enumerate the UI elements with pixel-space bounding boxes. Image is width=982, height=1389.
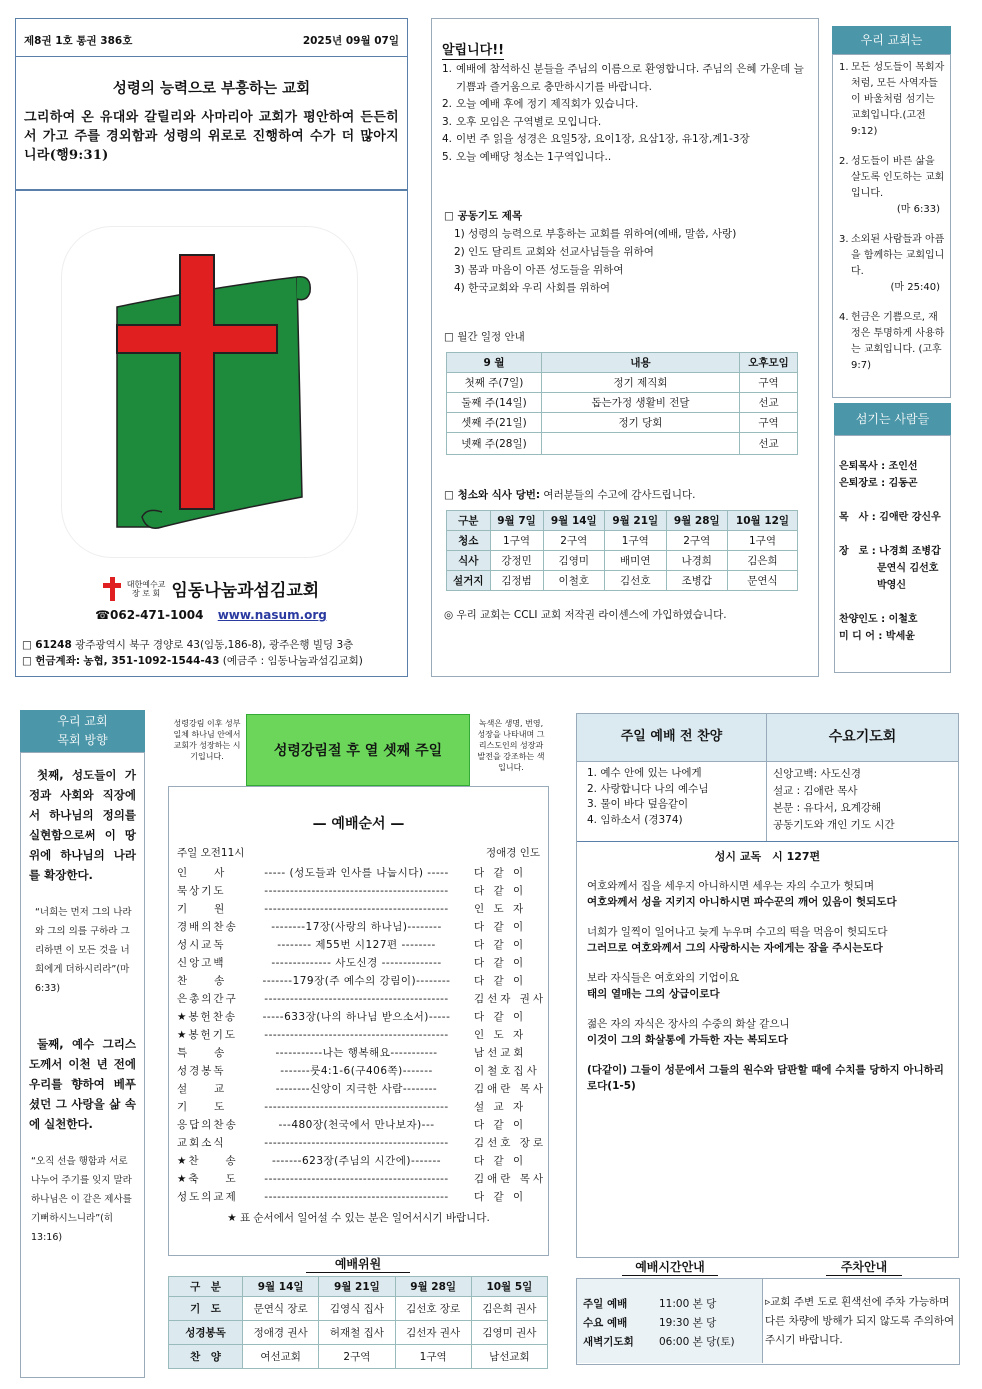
our-church-item: 성도들이 바른 삶을 살도록 인도하는 교회입니다. xyxy=(851,156,945,199)
psalm-title: 성시 교독 시 127편 xyxy=(714,850,821,863)
church-address: □ 61248 광주광역시 북구 경양로 43(임동,186-8), 광주은행 빌딩 3층 xyxy=(22,639,354,651)
issue-number: 제8권 1호 통권 386호 xyxy=(24,35,133,47)
parking-text: ▹교회 주변 도로 흰색선에 주차 가능하며 다른 차량에 방해가 되지 않도록 주의하여 주시기 바랍니다. xyxy=(765,1296,955,1346)
psalm-line: 태의 열매는 그의 상급이로다 xyxy=(587,988,720,1000)
hymns-title: 주일 예배 전 찬양 xyxy=(577,714,767,761)
order-row: 인 사 ----- (성도들과 인사를 나눕시다) ----- 다 같 이 xyxy=(177,867,527,879)
order-row: ★찬 송 -------623장(주님의 시간에)------- 다 같 이 xyxy=(177,1155,527,1167)
theme-title: 성령의 능력으로 부흥하는 교회 xyxy=(112,80,311,97)
table-row: 첫째 주(7일) 정기 제직회 구역 xyxy=(447,373,798,393)
order-row: 성경봉독 -------룻4:1-6(구406쪽)------- 이철호집사 xyxy=(177,1065,540,1077)
notice-box xyxy=(431,18,819,677)
wednesday-title: 수요기도회 xyxy=(828,729,897,745)
notice-item: 오후 모임은 구역별로 모입니다. xyxy=(456,115,602,128)
small-cross-icon xyxy=(103,577,121,601)
order-row: 교회소식 ------------------------------------------- 김선호 장로 xyxy=(177,1137,547,1149)
notice-list: 1. 예배에 참석하신 분들을 주님의 이름으로 환영합니다. 주님의 은혜 가운데 늘 기쁨과 즐거움으로 충만하시기를 바랍니다. 2. 오늘 예배 후에 정기 제직회가 있습니다. 3. 오후 모임은 구역별로 모입니다. 4. 이번 주 읽을 성경은 요일5장, 요이1장, 요삼1장, 유1장,계1-3장 5. 오늘 예배당 청소는 1구역입니다.. xyxy=(442,61,814,166)
order-title: — 예배순서 — xyxy=(312,816,405,832)
worship-info-box xyxy=(576,713,959,1258)
psalm-line: 너희가 일찍이 일어나고 늦게 누우며 수고의 떡을 먹음이 헛되도다 xyxy=(587,926,888,938)
psalm-line: 그러므로 여호와께서 그의 사랑하시는 자에게는 잠을 주시는도다 xyxy=(587,942,883,954)
offering-account: □ 헌금계좌: 농협, 351-1092-1544-43 (예금주 : 임동나눔과섬김교회) xyxy=(22,655,363,667)
committee-table: 구 분 9월 14일 9월 21일 9월 28일 10월 5일 기 도 문연식 장로 김영식 집사 김선호 장로 김은희 권사 성경봉독 정애경 권사 허재철 집사 김선자 권사 김영미 권사 찬 양 여선교회 2구역 1구역 남선교회 xyxy=(168,1276,548,1369)
hymns-list: 1. 예수 안에 있는 나에게 2. 사랑합니다 나의 예수님 3. 물이 바다 덮음같이 4. 임하소서 (경374) xyxy=(577,762,767,841)
our-church-box: 1. 모든 성도들이 목회자처럼, 모든 사역자들이 바울처럼 섬기는 교회입니다.(고전 9:12) 2. 성도들이 바른 삶을 살도록 인도하는 교회입니다. (마 6:33) 3. 소외된 사람들과 아픔을 함께하는 교회입니다. (마 25:40) 4. 헌금은 기쁨으로, 재정은 투명하게 사용하는 교회입니다. (고후 9:7) xyxy=(832,54,951,398)
notice-item: 오늘 예배 후에 정기 제직회가 있습니다. xyxy=(456,98,639,110)
order-row: ★봉헌기도 ------------------------------------------- 인 도 자 xyxy=(177,1029,527,1041)
psalm-line: 여호와께서 성을 지키지 아니하시면 파수꾼의 깨어 있음이 헛되도다 xyxy=(587,896,897,908)
prayer-item: 4) 한국교회와 우리 사회를 위하여 xyxy=(454,282,610,294)
prayer-title: □ 공동기도 제목 xyxy=(444,210,523,222)
notice-item: 예배에 참석하신 분들을 주님의 이름으로 환영합니다. 주님의 은혜 가운데 늘 기쁨과 즐거움으로 충만하시기를 바랍니다. xyxy=(456,63,804,93)
order-row: 설 교 --------신앙이 지극한 사람-------- 김애란 목사 xyxy=(177,1083,547,1095)
sunday-title: 성령강림절 후 열 셋째 주일 xyxy=(246,714,470,786)
season-note-left: 성령강림 이후 성부일체 하나님 안에서 교회가 성장하는 시기입니다. xyxy=(173,719,241,761)
psalm-reading xyxy=(577,864,958,1094)
notice-item: 오늘 예배당 청소는 1구역입니다.. xyxy=(456,150,612,163)
order-row: 기 도 ------------------------------------------- 설 교 자 xyxy=(177,1101,527,1113)
order-row: 신앙고백 -------------- 사도신경 -------------- 다 같 이 xyxy=(177,957,527,969)
table-row: 청소 1구역 2구역 1구역 2구역 1구역 xyxy=(447,531,798,551)
prayer-item: 3) 몸과 마음이 아픈 성도들을 위하여 xyxy=(454,264,624,276)
table-row: 넷째 주(28일) 선교 xyxy=(447,433,798,455)
psalm-line: 젊은 자의 자식은 장사의 수중의 화살 같으니 xyxy=(587,1018,790,1030)
season-note-right: 녹색은 생명, 번영, 성장을 나타내며 그리스도인의 성장과 발전을 강조하는 색입니다. xyxy=(477,719,545,772)
table-row: 셋째 주(21일) 정기 당회 구역 xyxy=(447,413,798,433)
prayer-section xyxy=(444,207,736,297)
notice-title: 알립니다!! xyxy=(442,39,504,60)
psalm-line: 여호와께서 집을 세우지 아니하시면 세우는 자의 수고가 헛되며 xyxy=(587,880,875,892)
ministry-point-2: 둘째, 예수 그리스도께서 이천 년 전에 우리를 향하여 베푸셨던 그 사랑을 삶 속에 실천한다. xyxy=(29,1037,136,1131)
parking-title: 주차안내 xyxy=(826,1258,902,1276)
order-row: 은총의간구 ------------------------------------------- 김선자 권사 xyxy=(177,993,547,1005)
ministry-quote-1: “너희는 먼저 그의 나라와 그의 의를 구하라 그리하면 이 모든 것을 너희에게 더하시리라”(마 6:33) xyxy=(35,907,132,994)
order-box xyxy=(168,786,549,1256)
order-row: ★축 도 ------------------------------------------- 김애란 목사 xyxy=(177,1173,547,1185)
servants-box: 은퇴목사 : 조인선 은퇴장로 : 김동곤 목 사 : 김애란 강신우 장 로 : 나경희 조병갑 문연식 김선호 박영신 찬양인도 : 이철호 미 디 어 : 박세윤 xyxy=(834,435,951,673)
our-church-item: 모든 성도들이 목회자처럼, 모든 사역자들이 바울처럼 섬기는 교회입니다.(고전 9:12) xyxy=(851,62,945,137)
our-church-item: 헌금은 기쁨으로, 재정은 투명하게 사용하는 교회입니다. (고후 9:7) xyxy=(851,312,945,371)
order-row: 찬 송 -------179장(주 예수의 강림이)-------- 다 같 이 xyxy=(177,975,527,987)
servants-header: 섬기는 사람들 xyxy=(834,403,951,435)
order-row: 성시교독 -------- 제55번 시127편 -------- 다 같 이 xyxy=(177,939,527,951)
issue-date: 2025년 09월 07일 xyxy=(302,35,399,47)
ministry-quote-2: “오직 선을 행함과 서로 나누어 주기를 잊지 말라 하나님은 이 같은 제사를 기뻐하시느니라”(히 13:16) xyxy=(31,1156,132,1243)
psalm-line: 보라 자식들은 여호와의 기업이요 xyxy=(587,972,740,984)
order-row: 묵상기도 ------------------------------------------- 다 같 이 xyxy=(177,885,527,897)
denomination-top: 대한예수교 xyxy=(126,579,166,589)
notice-item: 이번 주 읽을 성경은 요일5장, 요이1장, 요삼1장, 유1장,계1-3장 xyxy=(456,133,750,145)
logo-box xyxy=(15,190,408,677)
duty-table: 구분 9월 7일 9월 14일 9월 21일 9월 28일 10월 12일 청소 1구역 2구역 1구역 2구역 1구역 식사 강정민 김영미 배미연 나경희 김은희 설거지 김정범 이철호 김선호 조병갑 문연식 xyxy=(446,510,798,591)
duty-title: □ 청소와 식사 당번: 여러분들의 수고에 감사드립니다. xyxy=(444,489,696,501)
order-footer: ★ 표 순서에서 일어설 수 있는 분은 일어서시기 바랍니다. xyxy=(227,1212,490,1224)
order-row: 경배의찬송 --------17장(사랑의 하나님)-------- 다 같 이 xyxy=(177,921,527,933)
our-church-header: 우리 교회는 xyxy=(832,26,951,54)
church-logo xyxy=(62,227,357,557)
table-row: 성경봉독 정애경 권사 허재철 집사 김선자 권사 김영미 권사 xyxy=(169,1321,548,1345)
ministry-point-1: 첫째, 성도들이 가정과 사회와 직장에서 하나님의 정의를 실현함으로써 이 땅 위에 하나님의 나라를 확장한다. xyxy=(29,768,136,882)
denomination-bottom: 장 로 회 xyxy=(131,588,161,598)
theme-verse: 그리하여 온 유대와 갈릴리와 사마리아 교회가 평안하여 든든히 서 가고 주를 경외함과 성령의 위로로 진행하여 수가 더 많아지니라(행9:31) xyxy=(24,110,399,163)
order-row: 응답의찬송 ---480장(천국에서 만나보자)--- 다 같 이 xyxy=(177,1119,527,1131)
psalm-line: 이것이 그의 화살통에 가득한 자는 복되도다 xyxy=(587,1034,788,1046)
ccli-note: ◎ 우리 교회는 CCLI 교회 저작권 라이센스에 가입하였습니다. xyxy=(444,609,727,621)
order-row: 성도의교제 ------------------------------------------- 다 같 이 xyxy=(177,1191,527,1203)
church-name: 임동나눔과섬김교회 xyxy=(171,581,320,601)
prayer-item: 2) 인도 달리트 교회와 선교사님들을 위하여 xyxy=(454,246,654,258)
schedule-title: □ 월간 일정 안내 xyxy=(444,331,525,343)
service-leader: 정애경 인도 xyxy=(485,847,540,859)
table-row: 둘째 주(14일) 돕는가정 생활비 전달 선교 xyxy=(447,393,798,413)
order-row: 기 원 ------------------------------------------- 인 도 자 xyxy=(177,903,527,915)
church-phone: ☎062-471-1004 xyxy=(95,607,204,622)
table-row: 설거지 김정범 이철호 김선호 조병갑 문연식 xyxy=(447,571,798,591)
table-row: 식사 강정민 김영미 배미연 나경희 김은희 xyxy=(447,551,798,571)
our-church-item: 소외된 사람들과 아픔을 함께하는 교회입니다. xyxy=(851,234,945,277)
prayer-item: 1) 성령의 능력으로 부흥하는 교회를 위하여(예배, 말씀, 사랑) xyxy=(454,228,737,240)
header-box xyxy=(15,18,408,190)
ministry-box xyxy=(20,752,145,1378)
order-row: 특 송 -----------나는 행복해요----------- 남선교회 xyxy=(177,1047,527,1059)
table-row: 기 도 문연식 장로 김영식 집사 김선호 장로 김은희 권사 xyxy=(169,1297,548,1321)
ministry-header: 우리 교회 목회 방향 xyxy=(20,710,145,752)
committee-title: 예배위원 xyxy=(306,1255,410,1273)
schedule-table: 9 월 내용 오후모임 첫째 주(7일) 정기 제직회 구역 둘째 주(14일) 돕는가정 생활비 전달 선교 셋째 주(21일) 정기 당회 구역 넷째 주(28일) 선교 xyxy=(446,352,798,455)
church-website[interactable]: www.nasum.org xyxy=(217,607,327,622)
times-box: 주일 예배 11:00 본 당 수요 예배 19:30 본 당 새벽기도회 06:00 본 당(토) ▹교회 주변 도로 흰색선에 주차 가능하며 다른 차량에 방해가 되지 않도록 주의하여 주시기 바랍니다. xyxy=(576,1278,960,1365)
times-title: 예배시간안내 xyxy=(622,1258,718,1276)
service-time: 주일 오전11시 xyxy=(177,847,245,859)
table-row: 찬 양 여선교회 2구역 1구역 남선교회 xyxy=(169,1345,548,1369)
order-list xyxy=(169,864,548,1206)
wednesday-list: 신앙고백: 사도신경 설교 : 김애란 목사 본문 : 유다서, 요계강해 공동기도와 개인 기도 시간 xyxy=(773,768,895,831)
psalm-line: (다같이) 그들이 성문에서 그들의 원수와 담판할 때에 수치를 당하지 아니하리로다(1-5) xyxy=(587,1064,944,1092)
order-row: ★봉헌찬송 -----633장(나의 하나님 받으소서)----- 다 같 이 xyxy=(177,1011,527,1023)
